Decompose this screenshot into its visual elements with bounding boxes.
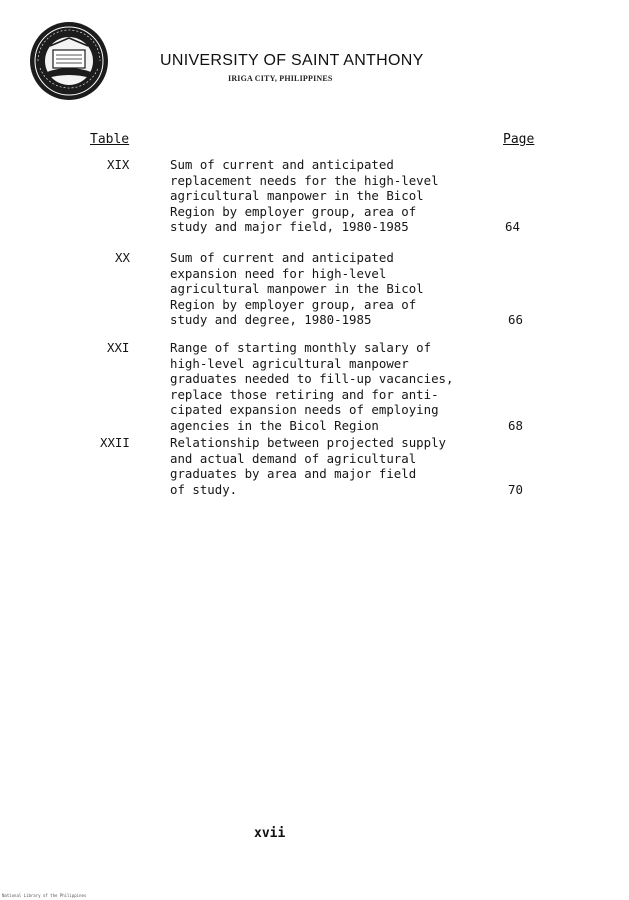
title-line: Sum of current and anticipated	[170, 157, 394, 172]
title-line: expansion need for high-level	[170, 265, 387, 281]
title-line: high-level agricultural manpower	[170, 355, 409, 371]
title-line: Region by employer group, area of	[170, 203, 417, 219]
university-city: IRIGA CITY, PHILIPPINES	[228, 74, 333, 83]
table-column-header: Table	[90, 132, 130, 147]
page-number: 64	[505, 219, 520, 235]
table-title	[170, 250, 510, 328]
table-number: XXII	[100, 435, 130, 450]
page-number: 68	[508, 418, 523, 433]
table-title	[170, 435, 510, 497]
title-line: and actual demand of agricultural	[170, 450, 417, 466]
title-line: Sum of current and anticipated	[170, 250, 394, 265]
page-column-header: Page	[503, 132, 535, 147]
table-number: XXI	[107, 340, 130, 355]
table-title	[170, 340, 510, 434]
title-line: cipated expansion needs of employing	[170, 402, 439, 418]
scan-stamp: National Library of the Philippines	[2, 893, 87, 898]
title-line: replace those retiring and for anti-	[170, 386, 439, 402]
title-line: Relationship between projected supply	[170, 435, 447, 450]
title-line: study and major field, 1980-1985	[170, 219, 409, 235]
footer-page-number: xvii	[254, 826, 286, 841]
page-number: 70	[508, 481, 523, 497]
title-line: agricultural manpower in the Bicol	[170, 188, 424, 204]
title-line: agencies in the Bicol Region	[170, 417, 379, 433]
table-number: XX	[115, 250, 130, 265]
table-number: XIX	[107, 157, 130, 172]
title-line: graduates by area and major field	[170, 466, 417, 482]
university-seal-icon	[28, 20, 110, 102]
page-number: 66	[508, 312, 523, 328]
title-line: Range of starting monthly salary of	[170, 340, 432, 355]
title-line: graduates needed to fill-up vacancies,	[170, 371, 454, 387]
title-line: Region by employer group, area of	[170, 296, 417, 312]
title-line: replacement needs for the high-level	[170, 172, 439, 188]
table-title	[170, 157, 510, 235]
university-name: UNIVERSITY OF SAINT ANTHONY	[160, 52, 424, 69]
title-line: study and degree, 1980-1985	[170, 312, 372, 328]
title-line: agricultural manpower in the Bicol	[170, 281, 424, 297]
title-line: of study.	[170, 481, 238, 497]
